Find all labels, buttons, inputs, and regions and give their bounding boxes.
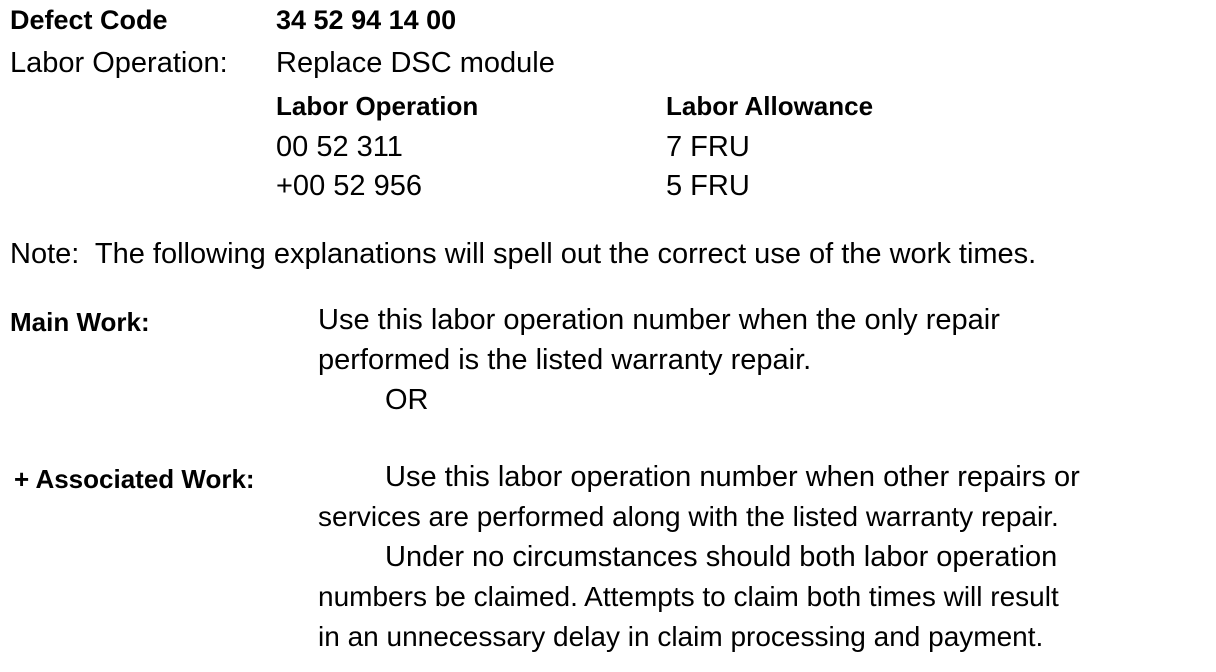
defect-code-label: Defect Code <box>10 5 168 35</box>
associated-work-line-3: Under no circumstances should both labor operation <box>385 541 1058 573</box>
main-work-line-2: performed is the listed warranty repair. <box>318 344 812 376</box>
labor-table-header-allowance: Labor Allowance <box>666 91 874 121</box>
defect-code-value: 34 52 94 14 00 <box>276 5 457 35</box>
associated-work-label: + Associated Work: <box>14 464 255 494</box>
labor-table-row2-allowance: 5 FRU <box>666 170 750 202</box>
associated-work-line-4: numbers be claimed. Attempts to claim both times will result <box>318 581 1059 612</box>
associated-work-line-2: services are performed along with the listed warranty repair. <box>318 501 1059 532</box>
labor-table-row1-operation: 00 52 311 <box>276 131 403 163</box>
note-text: Note: The following explanations will spell out the correct use of the work times. <box>10 238 1037 270</box>
main-work-line-1: Use this labor operation number when the only repair <box>318 304 1000 336</box>
associated-work-line-1: Use this labor operation number when other repairs or <box>385 461 1080 493</box>
labor-table-row1-allowance: 7 FRU <box>666 131 750 163</box>
associated-work-line-5: in an unnecessary delay in claim processing and payment. <box>318 621 1044 652</box>
main-work-label: Main Work: <box>10 307 150 337</box>
labor-table-header-operation: Labor Operation <box>276 91 479 121</box>
labor-table-row2-operation: +00 52 956 <box>276 170 422 202</box>
main-work-or: OR <box>385 384 429 416</box>
labor-operation-label: Labor Operation: <box>10 47 228 79</box>
labor-operation-description: Replace DSC module <box>276 47 555 79</box>
